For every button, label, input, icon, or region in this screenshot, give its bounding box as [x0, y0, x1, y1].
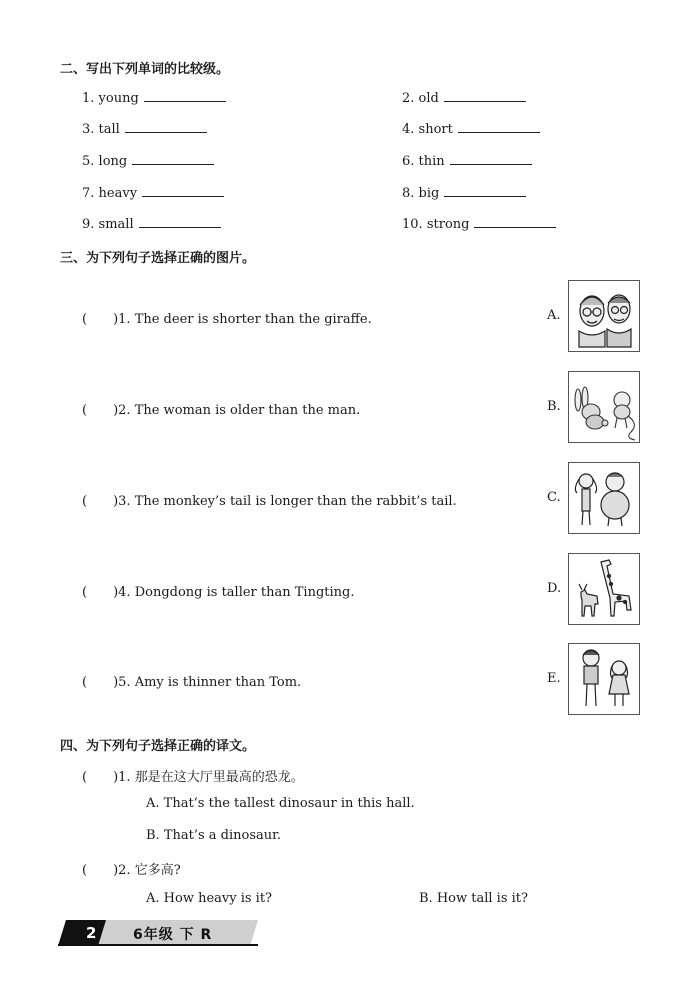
answer-blank-6[interactable] [450, 152, 532, 165]
answer-paren-1[interactable]: ( ) [82, 312, 119, 327]
word-item-6: 6. thin [402, 152, 532, 169]
sentence-4: ( )4. Dongdong is taller than Tingting. [82, 581, 355, 600]
sentence-5: ( )5. Amy is thinner than Tom. [82, 671, 301, 690]
q1-option-a: A. That’s the tallest dinosaur in this hall. [146, 796, 415, 811]
answer-blank-10[interactable] [474, 215, 556, 228]
word-item-9: 9. small [82, 215, 221, 232]
answer-blank-8[interactable] [444, 184, 526, 197]
pic-label-b: B. [547, 399, 561, 414]
q2-option-b: B. How tall is it? [419, 891, 528, 906]
word-item-2: 2. old [402, 89, 526, 106]
answer-blank-1[interactable] [144, 89, 226, 102]
word-item-7: 7. heavy [82, 184, 224, 201]
answer-blank-2[interactable] [444, 89, 526, 102]
section3-heading: 三、为下列句子选择正确的图片。 [60, 251, 256, 266]
thin-fat-kids-icon [568, 462, 640, 534]
answer-paren-q1[interactable]: ( ) [82, 770, 119, 785]
rabbit-monkey-icon [568, 371, 640, 443]
pic-label-a: A. [547, 308, 561, 323]
answer-blank-4[interactable] [458, 120, 540, 133]
word-item-4: 4. short [402, 120, 540, 137]
answer-blank-3[interactable] [125, 120, 207, 133]
giraffe-deer-icon [568, 553, 640, 625]
q2-option-a: A. How heavy is it? [146, 891, 273, 906]
answer-blank-5[interactable] [132, 152, 214, 165]
answer-paren-4[interactable]: ( ) [82, 585, 119, 600]
translation-question-2: ( )2. 它多高? [82, 859, 181, 878]
answer-paren-3[interactable]: ( ) [82, 494, 119, 509]
sentence-1: ( )1. The deer is shorter than the giraffe. [82, 308, 372, 327]
section2-heading: 二、写出下列单词的比较级。 [60, 62, 230, 77]
pic-label-c: C. [547, 490, 561, 505]
word-item-5: 5. long [82, 152, 214, 169]
word-item-10: 10. strong [402, 215, 556, 232]
answer-paren-q2[interactable]: ( ) [82, 863, 119, 878]
sentence-2: ( )2. The woman is older than the man. [82, 399, 360, 418]
boy-girl-icon [568, 643, 640, 715]
answer-paren-5[interactable]: ( ) [82, 675, 119, 690]
page-number: 2 [86, 924, 97, 942]
answer-blank-9[interactable] [139, 215, 221, 228]
word-item-8: 8. big [402, 184, 526, 201]
word-item-1: 1. young [82, 89, 226, 106]
section4-heading: 四、为下列句子选择正确的译文。 [60, 739, 256, 754]
word-item-3: 3. tall [82, 120, 207, 137]
answer-blank-7[interactable] [142, 184, 224, 197]
grade-label: 6年级 下 R [133, 927, 213, 943]
pic-label-d: D. [547, 581, 562, 596]
sentence-3: ( )3. The monkey’s tail is longer than the rabbit’s tail. [82, 490, 457, 509]
answer-paren-2[interactable]: ( ) [82, 403, 119, 418]
elderly-couple-icon [568, 280, 640, 352]
translation-question-1: ( )1. 那是在这大厅里最高的恐龙。 [82, 766, 304, 785]
pic-label-e: E. [547, 671, 561, 686]
q1-option-b: B. That’s a dinosaur. [146, 828, 282, 843]
